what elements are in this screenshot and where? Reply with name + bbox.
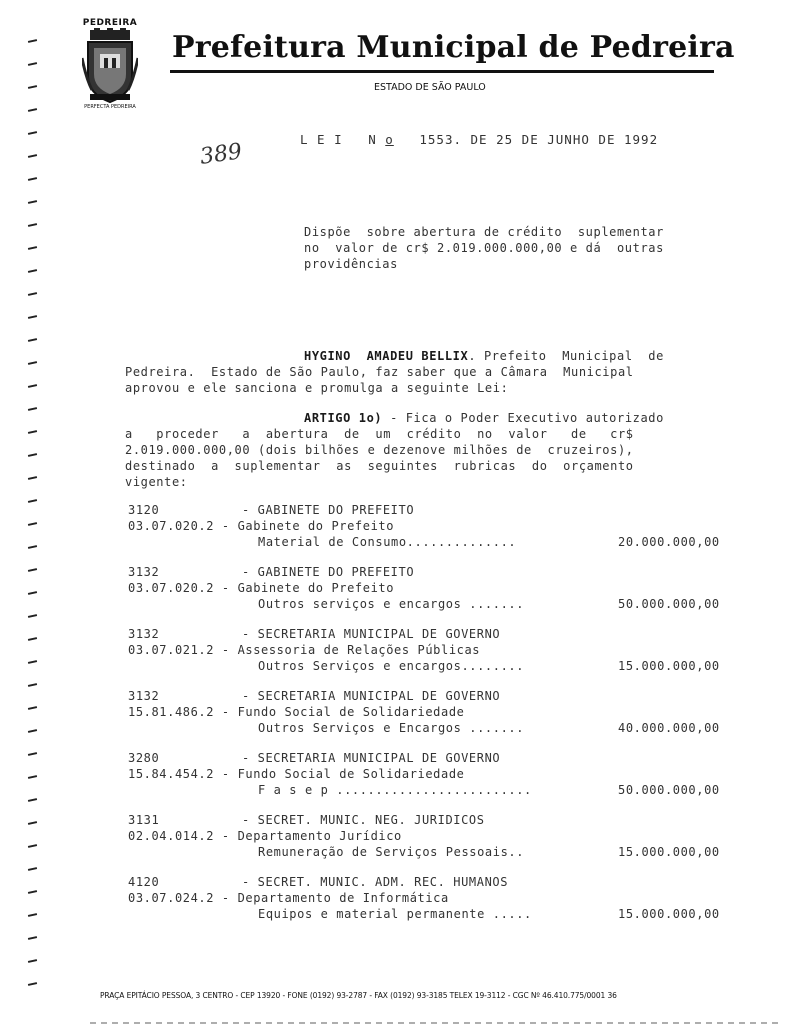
entry-amount: 40.000.000,00 — [618, 721, 720, 735]
entry-func: 03.07.020.2 - Gabinete do Prefeito — [128, 581, 395, 595]
summary-line-1: Dispõe sobre abertura de crédito suplementar — [304, 225, 664, 239]
margin-tick-mark — [28, 177, 37, 181]
entry-code: 3132 — [128, 565, 160, 579]
entry-func: 02.04.014.2 - Departamento Jurídico — [128, 829, 402, 843]
margin-tick-mark — [28, 752, 37, 756]
entry-amount: 50.000.000,00 — [618, 597, 720, 611]
margin-tick-mark — [28, 39, 37, 43]
entry-dept: - GABINETE DO PREFEITO — [242, 503, 415, 517]
summary-line-2: no valor de cr$ 2.019.000.000,00 e dá outras — [304, 241, 664, 255]
margin-tick-mark — [28, 108, 37, 112]
entry-dept-name: SECRETARIA MUNICIPAL DE GOVERNO — [257, 689, 501, 703]
entry-dept: - SECRET. MUNIC. ADM. REC. HUMANOS — [242, 875, 509, 889]
margin-tick-mark — [28, 453, 37, 457]
margin-tick-mark — [28, 890, 37, 894]
entry-func-code: 03.07.020.2 — [128, 519, 215, 533]
handwritten-number: 389 — [198, 139, 244, 170]
entry-func-code: 15.81.486.2 — [128, 705, 215, 719]
margin-tick-mark — [28, 200, 37, 204]
margin-tick-mark — [28, 430, 37, 434]
entry-code: 3131 — [128, 813, 160, 827]
mayor-name: HYGINO AMADEU BELLIX — [304, 349, 469, 363]
entry-dept: - SECRETARIA MUNICIPAL DE GOVERNO — [242, 627, 501, 641]
entry-sub: Assessoria de Relações Públicas — [237, 643, 481, 657]
entry-code: 3120 — [128, 503, 160, 517]
entry-amount: 50.000.000,00 — [618, 783, 720, 797]
entry-code: 3132 — [128, 627, 160, 641]
margin-tick-mark — [28, 269, 37, 273]
entry-dept-name: SECRET. MUNIC. NEG. JURIDICOS — [257, 813, 485, 827]
article-line-3: 2.019.000.000,00 (dois bilhões e dezenove milhões de cruzeiros), — [125, 443, 634, 457]
entry-func-code: 03.07.021.2 — [128, 643, 215, 657]
entry-amount: 15.000.000,00 — [618, 659, 720, 673]
entry-item: Outros serviços e encargos ....... — [258, 597, 525, 611]
entry-func: 03.07.021.2 - Assessoria de Relações Públicas — [128, 643, 481, 657]
footer-address: PRAÇA EPITÁCIO PESSOA, 3 CENTRO - CEP 13920 - FONE (0192) 93-2787 - FAX (0192) 93-3185 TELEX 19-3112 - CGC Nº 46.410.775/0001 36 — [100, 991, 617, 1000]
margin-tick-mark — [28, 361, 37, 365]
margin-tick-mark — [28, 499, 37, 503]
entry-dept-name: GABINETE DO PREFEITO — [257, 565, 415, 579]
entry-item: Material de Consumo.............. — [258, 535, 517, 549]
margin-tick-mark — [28, 936, 37, 940]
entry-dept: - SECRETARIA MUNICIPAL DE GOVERNO — [242, 689, 501, 703]
entry-sub: Departamento de Informática — [237, 891, 449, 905]
margin-tick-mark — [28, 315, 37, 319]
margin-tick-mark — [28, 683, 37, 687]
article-line-4: destinado a suplementar as seguintes rubricas do orçamento — [125, 459, 634, 473]
law-heading — [300, 132, 658, 147]
margin-tick-mark — [28, 798, 37, 802]
entry-func: 03.07.020.2 - Gabinete do Prefeito — [128, 519, 395, 533]
entry-func-code: 03.07.024.2 — [128, 891, 215, 905]
law-number-date: 1553. DE 25 DE JUNHO DE 1992 — [393, 132, 659, 147]
law-prefix: L E I N — [300, 132, 386, 147]
margin-tick-mark — [28, 384, 37, 388]
margin-tick-mark — [28, 637, 37, 641]
entry-dept-name: SECRET. MUNIC. ADM. REC. HUMANOS — [257, 875, 509, 889]
entry-sub: Fundo Social de Solidariedade — [237, 767, 465, 781]
state-label: ESTADO DE SÃO PAULO — [374, 82, 486, 93]
preamble-line-2: Pedreira. Estado de São Paulo, faz saber que a Câmara Municipal — [125, 365, 634, 379]
margin-tick-mark — [28, 568, 37, 572]
entry-code: 3280 — [128, 751, 160, 765]
entry-dept: - SECRET. MUNIC. NEG. JURIDICOS — [242, 813, 485, 827]
margin-tick-mark — [28, 62, 37, 66]
entry-func: 03.07.024.2 - Departamento de Informática — [128, 891, 449, 905]
entry-amount: 15.000.000,00 — [618, 907, 720, 921]
margin-tick-mark — [28, 614, 37, 618]
entry-sub: Departamento Jurídico — [237, 829, 402, 843]
entry-dept-name: GABINETE DO PREFEITO — [257, 503, 415, 517]
margin-tick-mark — [28, 476, 37, 480]
margin-tick-mark — [28, 85, 37, 89]
law-no-label: o — [385, 132, 394, 147]
article-line-5: vigente: — [125, 475, 188, 489]
entry-func: 15.81.486.2 - Fundo Social de Solidariedade — [128, 705, 465, 719]
article-line-1 — [304, 411, 664, 425]
entry-amount: 15.000.000,00 — [618, 845, 720, 859]
entry-item: F a s e p ......................... — [258, 783, 532, 797]
entry-func-code: 02.04.014.2 — [128, 829, 215, 843]
crest-bottom-label: PERFECTA PEDREIRA — [84, 104, 136, 110]
summary-line-3: providências — [304, 257, 398, 271]
margin-tick-mark — [28, 913, 37, 917]
margin-tick-mark — [28, 591, 37, 595]
margin-tick-mark — [28, 522, 37, 526]
margin-tick-mark — [28, 246, 37, 250]
entry-func: 15.84.454.2 - Fundo Social de Solidariedade — [128, 767, 465, 781]
margin-tick-mark — [28, 292, 37, 296]
municipal-crest — [78, 18, 142, 110]
margin-tick-mark — [28, 867, 37, 871]
entry-func-code: 03.07.020.2 — [128, 581, 215, 595]
margin-tick-mark — [28, 545, 37, 549]
margin-tick-mark — [28, 729, 37, 733]
entry-dept-name: SECRETARIA MUNICIPAL DE GOVERNO — [257, 751, 501, 765]
margin-tick-mark — [28, 223, 37, 227]
margin-tick-mark — [28, 959, 37, 963]
entry-item: Equipos e material permanente ..... — [258, 907, 532, 921]
crest-top-label: PEDREIRA — [82, 18, 138, 28]
margin-tick-mark — [28, 338, 37, 342]
article-label: ARTIGO 1o) — [304, 411, 383, 425]
entry-dept: - GABINETE DO PREFEITO — [242, 565, 415, 579]
margin-punch-marks — [28, 40, 48, 1010]
margin-tick-mark — [28, 154, 37, 158]
margin-tick-mark — [28, 982, 37, 986]
title-rule — [170, 70, 714, 73]
entry-code: 4120 — [128, 875, 160, 889]
margin-tick-mark — [28, 844, 37, 848]
mayor-title: . Prefeito Municipal de — [468, 349, 664, 363]
margin-tick-mark — [28, 821, 37, 825]
entry-sub: Gabinete do Prefeito — [237, 581, 395, 595]
entry-dept-name: SECRETARIA MUNICIPAL DE GOVERNO — [257, 627, 501, 641]
margin-tick-mark — [28, 775, 37, 779]
entry-item: Outros Serviços e encargos........ — [258, 659, 525, 673]
entry-sub: Fundo Social de Solidariedade — [237, 705, 465, 719]
article-line-2: a proceder a abertura de um crédito no valor de cr$ — [125, 427, 634, 441]
preamble-line-3: aprovou e ele sanciona e promulga a seguinte Lei: — [125, 381, 509, 395]
entry-item: Outros Serviços e Encargos ....... — [258, 721, 525, 735]
entry-dept: - SECRETARIA MUNICIPAL DE GOVERNO — [242, 751, 501, 765]
article-text-1: - Fica o Poder Executivo autorizado — [382, 411, 664, 425]
entry-code: 3132 — [128, 689, 160, 703]
entry-func-code: 15.84.454.2 — [128, 767, 215, 781]
margin-tick-mark — [28, 131, 37, 135]
entry-amount: 20.000.000,00 — [618, 535, 720, 549]
entry-item: Remuneração de Serviços Pessoais.. — [258, 845, 525, 859]
margin-tick-mark — [28, 407, 37, 411]
preamble-line-1 — [304, 349, 664, 363]
entry-sub: Gabinete do Prefeito — [237, 519, 395, 533]
margin-tick-mark — [28, 660, 37, 664]
page-title: Prefeitura Municipal de Pedreira — [172, 30, 735, 65]
crest-shield-icon — [82, 28, 138, 104]
bottom-scan-marks — [90, 1022, 780, 1024]
margin-tick-mark — [28, 706, 37, 710]
